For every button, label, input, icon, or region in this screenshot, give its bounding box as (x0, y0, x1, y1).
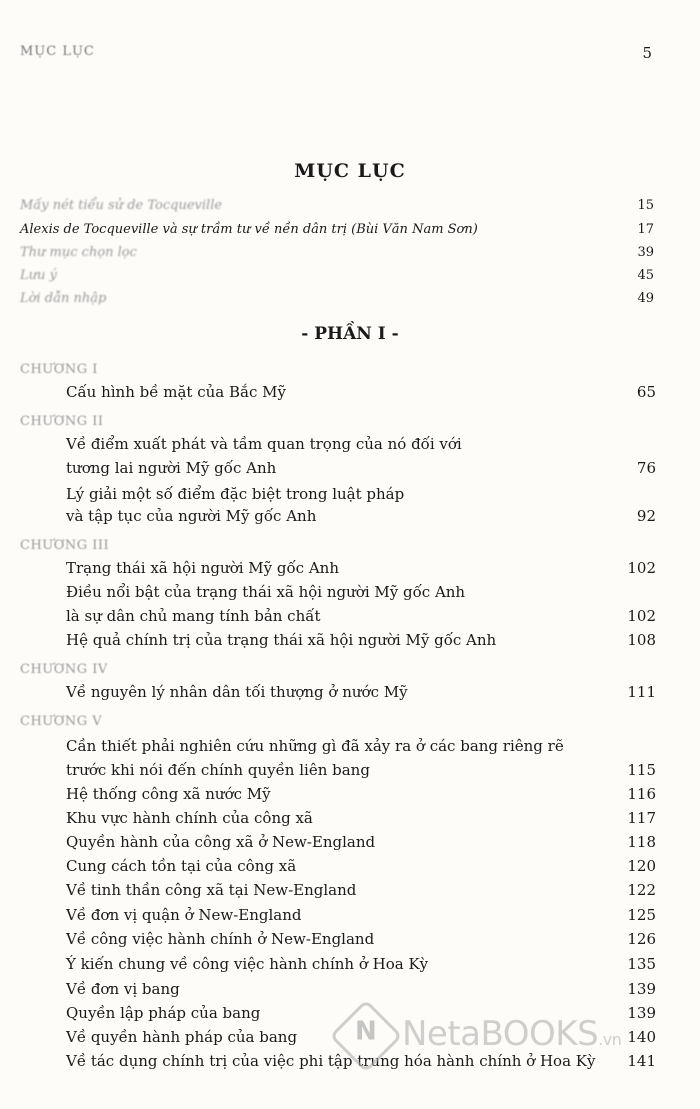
entry-page: 17 (637, 222, 654, 237)
toc-title: MỤC LỤC (294, 160, 406, 182)
entry-title: trước khi nói đến chính quyền liên bang (66, 761, 370, 779)
entry-page: 141 (627, 1052, 656, 1070)
toc-entry (66, 434, 656, 454)
entry-title: Về nguyên lý nhân dân tối thượng ở nước Mỹ (66, 683, 408, 701)
toc-entry (66, 856, 656, 876)
toc-entry (66, 506, 656, 526)
entry-page: 140 (627, 1028, 656, 1046)
netabooks-logo-icon: N (329, 999, 403, 1073)
toc-entry (66, 784, 656, 804)
toc-entry (66, 484, 656, 504)
entry-title: Về tinh thần công xã tại New-England (66, 881, 357, 899)
entry-title: là sự dân chủ mang tính bản chất (66, 607, 321, 625)
entry-page: 139 (627, 1004, 656, 1022)
entry-title: Alexis de Tocqueville và sự trầm tư về nền dân trị (Bùi Văn Nam Sơn) (20, 222, 478, 237)
entry-title: Về quyền hành pháp của bang (66, 1028, 298, 1046)
entry-title: Lưu ý (20, 268, 57, 283)
chapter-heading: CHƯƠNG V (20, 714, 103, 729)
page-number: 5 (642, 44, 652, 62)
toc-entry (66, 979, 656, 999)
chapter-heading: CHƯƠNG I (20, 362, 98, 377)
entry-page: 118 (627, 833, 656, 851)
entry-title: Mấy nét tiểu sử de Tocqueville (20, 198, 223, 213)
entry-page: 108 (627, 631, 656, 649)
entry-title: Về công việc hành chính ở New-England (66, 930, 375, 948)
entry-title: Hệ quả chính trị của trạng thái xã hội người Mỹ gốc Anh (66, 631, 497, 649)
toc-entry (66, 458, 656, 478)
entry-page: 125 (627, 906, 656, 924)
entry-page: 116 (627, 785, 656, 803)
toc-entry (20, 266, 654, 286)
entry-title: Cấu hình bề mặt của Bắc Mỹ (66, 383, 286, 401)
toc-entry (20, 289, 654, 309)
entry-title: và tập tục của người Mỹ gốc Anh (66, 507, 317, 525)
entry-title: Về điểm xuất phát và tầm quan trọng của nó đối với (66, 435, 462, 453)
watermark-logo (340, 1002, 680, 1072)
entry-page: 135 (627, 955, 656, 973)
entry-page: 45 (637, 268, 654, 283)
entry-page: 49 (637, 291, 654, 306)
toc-entry (66, 382, 656, 402)
entry-page: 102 (627, 607, 656, 625)
toc-entry (66, 954, 656, 974)
entry-title: Hệ thống công xã nước Mỹ (66, 785, 271, 803)
entry-title: Quyền lập pháp của bang (66, 1004, 261, 1022)
entry-page: 102 (627, 559, 656, 577)
entry-title: Khu vực hành chính của công xã (66, 809, 313, 827)
entry-title: Về đơn vị quận ở New-England (66, 906, 302, 924)
toc-entry (20, 196, 654, 216)
toc-entry (66, 880, 656, 900)
toc-entry (66, 606, 656, 626)
entry-title: Trạng thái xã hội người Mỹ gốc Anh (66, 559, 339, 577)
entry-page: 15 (637, 198, 654, 213)
entry-title: tương lai người Mỹ gốc Anh (66, 459, 277, 477)
toc-entry (20, 243, 654, 263)
part-heading: - PHẦN I - (301, 324, 399, 344)
entry-title: Điều nổi bật của trạng thái xã hội người Mỹ gốc Anh (66, 583, 466, 601)
running-header-title: MỤC LỤC (20, 44, 95, 59)
entry-page: 92 (636, 507, 656, 525)
entry-title: Ý kiến chung về công việc hành chính ở Hoa Kỳ (66, 955, 429, 973)
entry-title: Cần thiết phải nghiên cứu những gì đã xảy ra ở các bang riêng rẽ (66, 737, 564, 755)
entry-page: 126 (627, 930, 656, 948)
entry-page: 120 (627, 857, 656, 875)
entry-page: 111 (627, 683, 656, 701)
chapter-heading: CHƯƠNG II (20, 414, 104, 429)
entry-title: Quyền hành của công xã ở New-England (66, 833, 376, 851)
entry-title: Cung cách tồn tại của công xã (66, 857, 297, 875)
toc-entry (66, 630, 656, 650)
toc-entry (66, 558, 656, 578)
toc-entry (66, 905, 656, 925)
toc-entry (66, 808, 656, 828)
entry-page: 139 (627, 980, 656, 998)
chapter-heading: CHƯƠNG IV (20, 662, 108, 677)
entry-title: Lời dẫn nhập (20, 291, 107, 306)
entry-page: 65 (636, 383, 656, 401)
watermark-text: NetaBOOKS.vn (402, 1014, 622, 1054)
chapter-heading: CHƯƠNG III (20, 538, 110, 553)
toc-entry (66, 832, 656, 852)
entry-title: Về tác dụng chính trị của việc phi tập trung hóa hành chính ở Hoa Kỳ (66, 1052, 596, 1070)
toc-entry (66, 736, 656, 756)
entry-page: 115 (627, 761, 656, 779)
entry-title: Thư mục chọn lọc (20, 245, 137, 260)
toc-entry (66, 929, 656, 949)
entry-page: 76 (636, 459, 656, 477)
toc-entry (66, 760, 656, 780)
entry-page: 122 (627, 881, 656, 899)
entry-title: Lý giải một số điểm đặc biệt trong luật pháp (66, 485, 405, 503)
toc-entry (66, 582, 656, 602)
toc-entry (66, 682, 656, 702)
entry-title: Về đơn vị bang (66, 980, 180, 998)
entry-page: 117 (627, 809, 656, 827)
entry-page: 39 (637, 245, 654, 260)
toc-entry (20, 220, 654, 240)
